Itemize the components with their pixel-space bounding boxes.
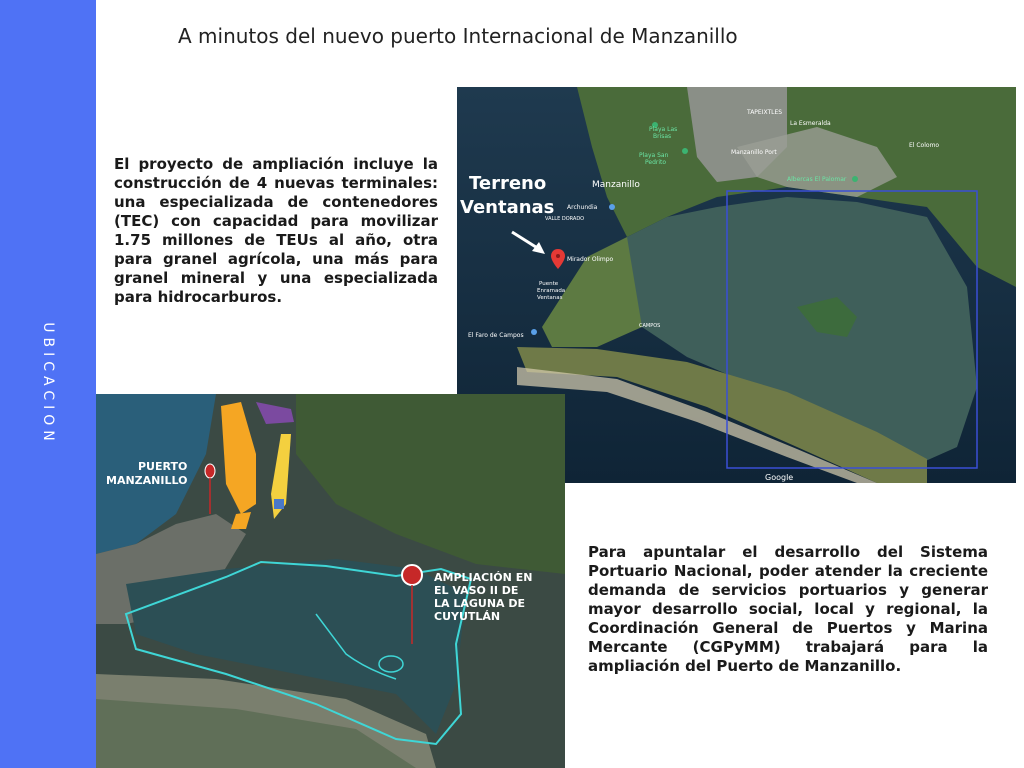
label-valle-dorado: VALLE DORADO (545, 216, 585, 222)
label-ampliacion-2: EL VASO II DE (434, 584, 519, 597)
label-archundia: Archundia (567, 204, 598, 211)
label-puente-3: Ventanas (537, 295, 563, 301)
label-puente-1: Puente (539, 281, 559, 287)
pin-faro (531, 329, 537, 335)
sidebar-label: UBICACION (40, 322, 56, 446)
label-manzanillo: Manzanillo (592, 180, 640, 190)
label-playa-san-pedrito-1: Playa San (639, 152, 669, 159)
label-ampliacion-1: AMPLIACIÓN EN (434, 571, 533, 584)
zone-blue (274, 499, 284, 509)
label-manzanillo-port: Manzanillo Port (731, 149, 777, 156)
label-puente-2: Enramada (537, 288, 566, 294)
label-ampliacion-3: LA LAGUNA DE (434, 597, 526, 610)
ampliacion-marker (402, 565, 422, 585)
label-albercas: Albercas El Palomar (787, 176, 847, 183)
label-playa-las-brisas-1: Playa Las (649, 126, 678, 133)
label-ampliacion-4: CUYUTLÁN (434, 610, 501, 623)
page-title: A minutos del nuevo puerto Internacional de Manzanillo (178, 24, 738, 48)
label-playa-san-pedrito-2: Pedrito (645, 159, 667, 166)
aerial-map-graphic (96, 394, 565, 768)
label-campos: CAMPOS (639, 323, 661, 329)
callout-terreno: Terreno (469, 173, 547, 194)
label-manzanillo: MANZANILLO (106, 474, 188, 487)
callout-ventanas: Ventanas (460, 197, 555, 218)
label-el-faro-de-campos: El Faro de Campos (468, 332, 524, 339)
pin-albercas (852, 176, 858, 182)
label-la-esmeralda: La Esmeralda (790, 120, 831, 127)
sidebar (0, 0, 96, 768)
aerial-map-cuyutlan (96, 394, 565, 768)
label-playa-las-brisas-2: Brisas (653, 133, 672, 140)
paragraph-development: Para apuntalar el desarrollo del Sistema Portuario Nacional, poder atender la creciente demanda de servicios portuarios y generar mayor desarrollo social, local y regional, la Coordinación General de Puertos y Marina Mercante (CGPyMM) trabajará para la ampliación del Puerto de Manzanillo. (588, 543, 988, 675)
paragraph-project: El proyecto de ampliación incluye la construcción de 4 nuevas terminales: una especializada de contenedores (TEC) con capacidad para movilizar 1.75 millones de TEUs al año, otra para granel agrícola, una más para granel mineral y una especializada para hidrocarburos. (114, 155, 438, 306)
label-mirador-olimpo: Mirador Olimpo (567, 256, 614, 263)
location-marker-dot (556, 254, 560, 258)
pin-playa-san-pedrito (682, 148, 688, 154)
puerto-marker (205, 464, 215, 478)
label-tapeixtles: TAPEIXTLES (747, 109, 783, 116)
google-watermark: Google (765, 473, 794, 482)
pin-archundia (609, 204, 615, 210)
label-el-colomo: El Colomo (909, 142, 940, 149)
label-puerto: PUERTO (138, 460, 188, 473)
